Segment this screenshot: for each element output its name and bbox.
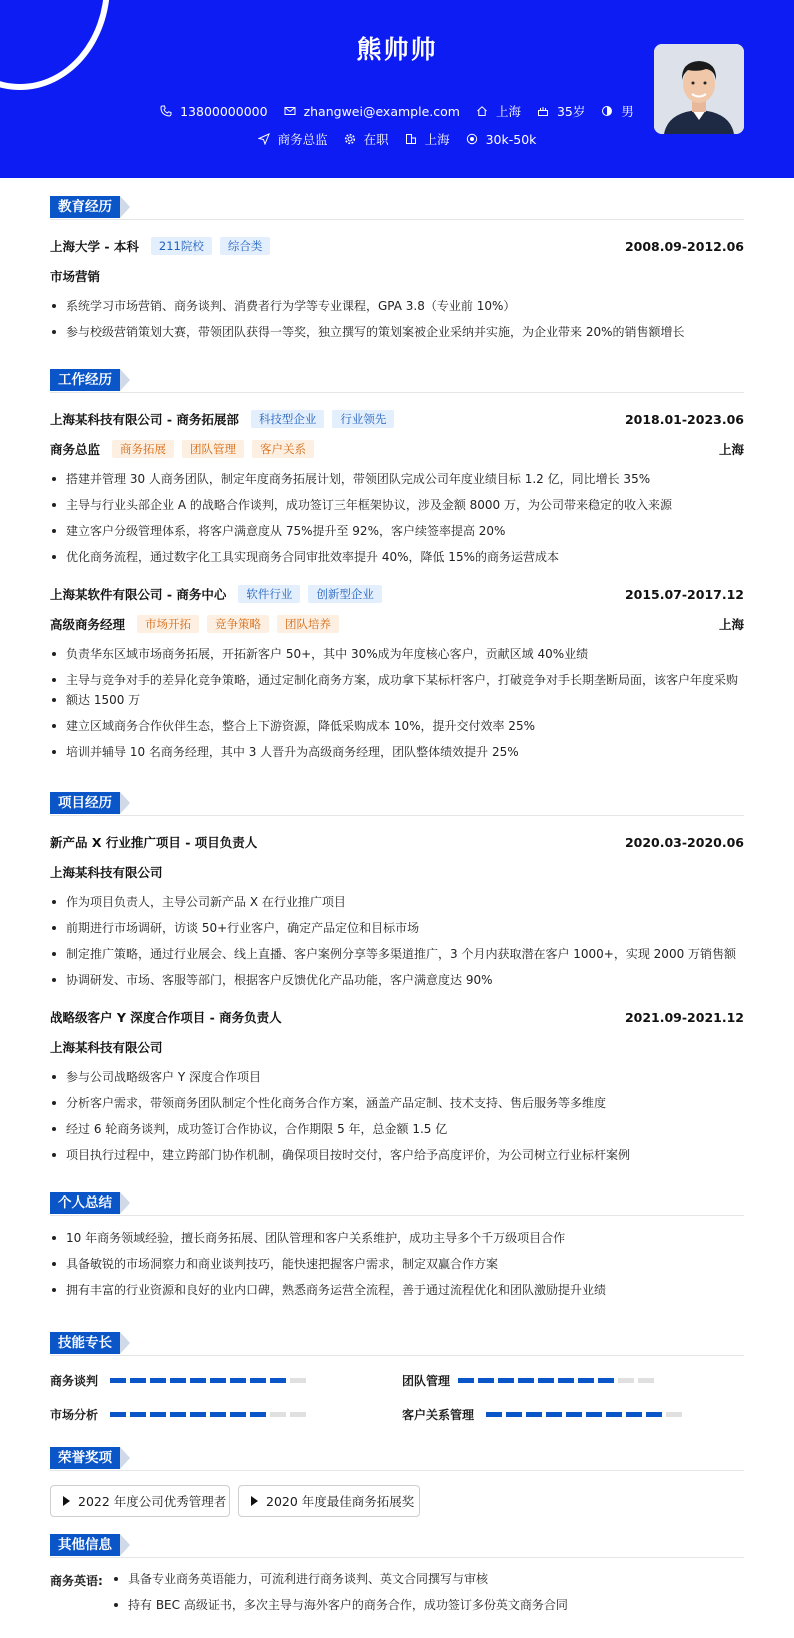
job-bullet-continued: [50, 690, 744, 710]
skill-level-segment: [598, 1378, 614, 1383]
skill-level-segment: [606, 1412, 622, 1417]
role-tag: 团队管理: [182, 440, 244, 458]
email-info: [284, 102, 460, 120]
other-item-label: 商务英语:: [50, 1574, 103, 1588]
company-name: 上海某科技有限公司 - 商务拓展部: [50, 412, 239, 427]
role-tag: 市场开拓: [137, 615, 199, 633]
coin-icon: [466, 133, 478, 145]
gender-icon: [601, 105, 613, 117]
phone-text: 13800000000: [180, 103, 268, 119]
project-header-row: [50, 832, 744, 852]
salary-info: [466, 130, 537, 148]
skill-level-segment: [518, 1378, 534, 1383]
project-bullet: 项目执行过程中，建立跨部门协作机制，确保项目按时交付，客户给予高度评价，为公司树立行业标杆案例: [50, 1145, 744, 1165]
skill-level-segment: [210, 1378, 226, 1383]
skill-level-segment: [110, 1412, 126, 1417]
other-title-label: 其他信息: [50, 1534, 120, 1556]
job-bullet: 建立客户分级管理体系，将客户满意度从 75%提升至 92%，客户续签率提高 20%: [50, 521, 744, 541]
role-tag: 竞争策略: [207, 615, 269, 633]
company-name: 上海某软件有限公司 - 商务中心: [50, 587, 227, 602]
company-tag: 科技型企业: [251, 410, 325, 428]
award-badge: [238, 1485, 420, 1517]
gender-info: [601, 102, 634, 120]
skill-level-segment: [646, 1412, 662, 1417]
project-title-label: 项目经历: [50, 792, 120, 814]
job-bullet: 培训并辅导 10 名商务经理，其中 3 人晋升为高级商务经理，团队整体绩效提升 25%: [50, 742, 744, 762]
education-period: 2008.09-2012.06: [624, 238, 744, 254]
school-tag: 综合类: [220, 237, 271, 255]
skill-level-segment: [270, 1378, 286, 1383]
work-city-info: [405, 130, 450, 148]
skill-item: [50, 1406, 306, 1423]
skill-item: [402, 1406, 682, 1423]
project-name: 新产品 X 行业推广项目 - 项目负责人: [50, 835, 258, 850]
skills-section: [50, 1332, 744, 1432]
other-bullet: 具备专业商务英语能力，可流利进行商务谈判、英文合同撰写与审核: [112, 1569, 744, 1589]
skill-level-segment: [618, 1378, 634, 1383]
major-row: [50, 266, 744, 286]
award-text: 2022 年度公司优秀管理者: [78, 1494, 227, 1509]
major-name: 市场营销: [50, 269, 101, 284]
education-title-label: 教育经历: [50, 196, 120, 218]
work-section: [50, 369, 744, 769]
salary-text: 30k-50k: [485, 131, 537, 147]
job-bullet: 主导与行业头部企业 A 的战略合作谈判，成功签订三年框架协议，涉及金额 8000 万，为公司带来稳定的收入来源: [50, 495, 744, 515]
building-icon: [405, 133, 417, 145]
resume-header: [0, 0, 794, 178]
summary-section: [50, 1192, 744, 1302]
skill-level-segment: [190, 1412, 206, 1417]
skill-level-segment: [130, 1378, 146, 1383]
project-bullet: 分析客户需求，带领商务团队制定个性化商务合作方案，涵盖产品定制、技术支持、售后服务等多维度: [50, 1093, 744, 1113]
skill-level-segment: [210, 1412, 226, 1417]
skill-level-segment: [270, 1412, 286, 1417]
skills-title: [50, 1332, 744, 1356]
skill-level-segment: [558, 1378, 574, 1383]
award-text: 2020 年度最佳商务拓展奖: [266, 1494, 415, 1509]
job-bullet: 主导与竞争对手的差异化竞争策略，通过定制化商务方案，成功拿下某标杆客户，打破竞争对手长期垄断局面，该客户年度采购: [50, 670, 744, 690]
gear-icon: [344, 133, 356, 145]
other-section: [50, 1534, 744, 1634]
skill-level-segment: [110, 1378, 126, 1383]
skill-level-segment: [538, 1378, 554, 1383]
work-city-text: 上海: [424, 132, 450, 147]
project-bullet: 参与公司战略级客户 Y 深度合作项目: [50, 1067, 744, 1087]
project-title: [50, 792, 744, 816]
role-name: 商务总监: [50, 442, 101, 457]
project-name: 战略级客户 Y 深度合作项目 - 商务负责人: [50, 1010, 282, 1025]
skill-item: [402, 1372, 654, 1389]
skill-level-segment: [566, 1412, 582, 1417]
skill-level-segment: [190, 1378, 206, 1383]
status-info: [344, 130, 389, 148]
skill-level-segment: [250, 1378, 266, 1383]
project-company: 上海某科技有限公司: [50, 1040, 163, 1055]
education-bullet: 系统学习市场营销、商务谈判、消费者行为学等专业课程，GPA 3.8（专业前 10%）: [50, 296, 744, 316]
other-title: [50, 1534, 744, 1558]
skill-level-segment: [458, 1378, 474, 1383]
project-bullet: 作为项目负责人，主导公司新产品 X 在行业推广项目: [50, 892, 744, 912]
project-bullet: 制定推广策略，通过行业展会、线上直播、客户案例分享等多渠道推广，3 个月内获取潜在客户 1000+，实现 2000 万销售额: [50, 944, 744, 964]
city-info: [476, 102, 521, 120]
skill-name: 商务谈判: [50, 1374, 99, 1388]
skill-level-bar: [486, 1412, 682, 1417]
email-text: zhangwei@example.com: [303, 103, 460, 119]
other-bullet: 持有 BEC 高级证书，多次主导与海外客户的商务合作，成功签订多份英文商务合同: [112, 1595, 744, 1615]
skill-name: 团队管理: [402, 1374, 451, 1388]
job-period: 2015.07-2017.12: [624, 586, 744, 602]
skill-level-segment: [478, 1378, 494, 1383]
awards-title: [50, 1447, 744, 1471]
mail-icon: [284, 105, 296, 117]
skill-level-segment: [150, 1378, 166, 1383]
company-tag: 行业领先: [332, 410, 394, 428]
skill-item: [50, 1372, 306, 1389]
skill-level-segment: [150, 1412, 166, 1417]
project-section: [50, 792, 744, 1167]
skill-level-bar: [458, 1378, 654, 1383]
project-header-row: [50, 1007, 744, 1027]
job-bullet: 建立区域商务合作伙伴生态，整合上下游资源，降低采购成本 10%，提升交付效率 25%: [50, 716, 744, 736]
project-period: 2020.03-2020.06: [624, 834, 744, 850]
work-title: [50, 369, 744, 393]
skill-level-segment: [290, 1412, 306, 1417]
skill-level-segment: [586, 1412, 602, 1417]
role-tag: 团队培养: [277, 615, 339, 633]
bullet-continuation-text: 额达 1500 万: [66, 693, 141, 707]
triangle-right-icon: [251, 1496, 258, 1506]
avatar: [654, 44, 744, 134]
role-tag: 客户关系: [252, 440, 314, 458]
skill-level-segment: [506, 1412, 522, 1417]
skill-level-segment: [498, 1378, 514, 1383]
summary-title-label: 个人总结: [50, 1192, 120, 1214]
skill-level-segment: [546, 1412, 562, 1417]
gender-text: 男: [621, 104, 634, 119]
skill-level-segment: [290, 1378, 306, 1383]
job-header-row: [50, 584, 744, 604]
send-icon: [258, 133, 270, 145]
skill-level-bar: [110, 1378, 306, 1383]
company-tag: 创新型企业: [308, 585, 382, 603]
summary-title: [50, 1192, 744, 1216]
awards-title-label: 荣誉奖项: [50, 1447, 120, 1469]
summary-bullet: 具备敏锐的市场洞察力和商业谈判技巧，能快速把握客户需求，制定双赢合作方案: [50, 1254, 744, 1274]
skill-level-segment: [170, 1412, 186, 1417]
project-period: 2021.09-2021.12: [624, 1009, 744, 1025]
job-header-row: [50, 409, 744, 429]
company-tag: 软件行业: [238, 585, 300, 603]
award-badge: [50, 1485, 230, 1517]
skill-level-segment: [626, 1412, 642, 1417]
phone-icon: [160, 105, 172, 117]
skill-level-segment: [250, 1412, 266, 1417]
awards-section: [50, 1447, 744, 1517]
age-info: [537, 102, 585, 120]
summary-bullet: 拥有丰富的行业资源和良好的业内口碑，熟悉商务运营全流程，善于通过流程优化和团队激励提升业绩: [50, 1280, 744, 1300]
role-row: [50, 614, 744, 634]
position-info: [258, 130, 328, 148]
job-bullet: 负责华东区域市场商务拓展，开拓新客户 50+，其中 30%成为年度核心客户，贡献区域 40%业绩: [50, 644, 744, 664]
skill-level-segment: [130, 1412, 146, 1417]
job-location: 上海: [718, 617, 744, 632]
education-bullet: 参与校级营销策划大赛，带领团队获得一等奖，独立撰写的策划案被企业采纳并实施，为企业带来 20%的销售额增长: [50, 322, 744, 342]
project-company-row: [50, 862, 744, 882]
school-name: 上海大学 - 本科: [50, 239, 139, 254]
phone-info: [160, 102, 267, 120]
cake-icon: [537, 105, 549, 117]
skill-level-bar: [110, 1412, 306, 1417]
education-header-row: [50, 236, 744, 256]
skill-level-segment: [170, 1378, 186, 1383]
age-text: 35岁: [556, 104, 586, 119]
project-bullet: 前期进行市场调研，访谈 50+行业客户，确定产品定位和目标市场: [50, 918, 744, 938]
skill-level-segment: [486, 1412, 502, 1417]
job-period: 2018.01-2023.06: [624, 411, 744, 427]
project-company-row: [50, 1037, 744, 1057]
education-title: [50, 196, 744, 220]
project-bullet: 经过 6 轮商务谈判，成功签订合作协议，合作期限 5 年，总金额 1.5 亿: [50, 1119, 744, 1139]
home-icon: [476, 105, 488, 117]
status-text: 在职: [363, 132, 389, 147]
skills-title-label: 技能专长: [50, 1332, 120, 1354]
position-text: 商务总监: [277, 132, 328, 147]
skill-level-segment: [526, 1412, 542, 1417]
school-tag: 211院校: [151, 237, 212, 255]
work-title-label: 工作经历: [50, 369, 120, 391]
skill-name: 市场分析: [50, 1408, 99, 1422]
skill-level-segment: [666, 1412, 682, 1417]
project-company: 上海某科技有限公司: [50, 865, 163, 880]
role-name: 高级商务经理: [50, 617, 126, 632]
summary-bullet: 10 年商务领域经验，擅长商务拓展、团队管理和客户关系维护，成功主导多个千万级项目合作: [50, 1228, 744, 1248]
skill-level-segment: [230, 1412, 246, 1417]
role-tag: 商务拓展: [112, 440, 174, 458]
avatar-illustration: [654, 44, 744, 134]
candidate-name: 熊帅帅: [356, 35, 438, 64]
education-section: [50, 196, 744, 346]
job-bullet: 搭建并管理 30 人商务团队，制定年度商务拓展计划，带领团队完成公司年度业绩目标 1.2 亿，同比增长 35%: [50, 469, 744, 489]
skill-level-segment: [230, 1378, 246, 1383]
job-bullet: 优化商务流程，通过数字化工具实现商务合同审批效率提升 40%，降低 15%的商务运营成本: [50, 547, 744, 567]
skill-name: 客户关系管理: [402, 1408, 475, 1422]
city-text: 上海: [495, 104, 521, 119]
job-location: 上海: [718, 442, 744, 457]
skill-level-segment: [638, 1378, 654, 1383]
role-row: [50, 439, 744, 459]
skill-level-segment: [578, 1378, 594, 1383]
triangle-right-icon: [63, 1496, 70, 1506]
project-bullet: 协调研发、市场、客服等部门，根据客户反馈优化产品功能，客户满意度达 90%: [50, 970, 744, 990]
